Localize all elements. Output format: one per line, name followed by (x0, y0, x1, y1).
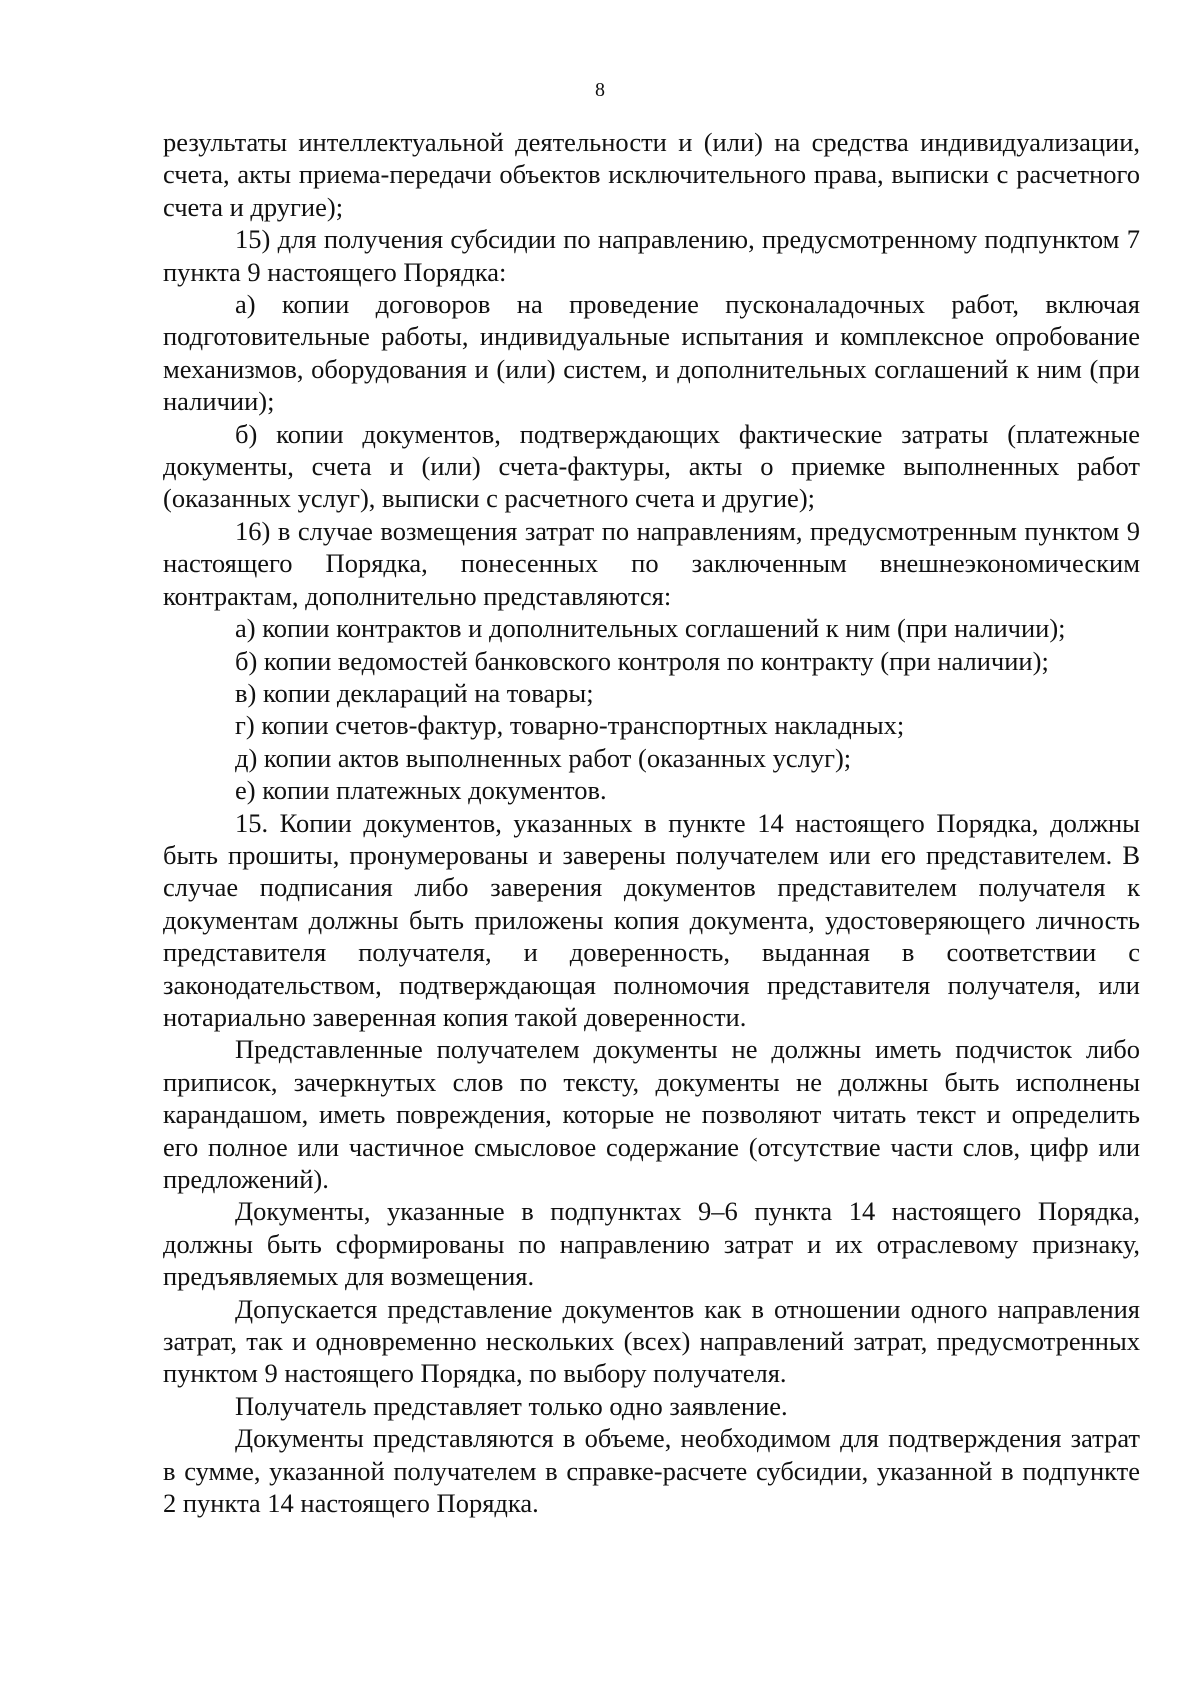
paragraph: Получатель представляет только одно заявление. (235, 1390, 788, 1421)
paragraph: 15. Копии документов, указанных в пункте 14 настоящего Порядка, должны быть прошиты, пронумерованы и заверены получателем или его представителем. В случае подписания либо заверения документов представителем получателя к документам должны быть приложены копия документа, удостоверяющего личность представителя получателя, и доверенность, выданная в соответствии с законодательством, подтверждающая полномочия представителя получателя, или нотариально заверенная копия такой доверенности. (163, 807, 1140, 1032)
paragraph: Документы представляются в объеме, необходимом для подтверждения затрат в сумме, указанной получателем в справке-расчете субсидии, указанной в подпункте 2 пункта 14 настоящего Порядка. (163, 1423, 1140, 1519)
paragraph: Документы, указанные в подпунктах 9–6 пункта 14 настоящего Порядка, должны быть сформированы по направлению затрат и их отраслевому признаку, предъявляемых для возмещения. (163, 1196, 1140, 1292)
list-item: б) копии ведомостей банковского контроля по контракту (при наличии); (235, 645, 1049, 676)
document-body (163, 126, 1140, 1519)
paragraph: 15) для получения субсидии по направлению, предусмотренному подпунктом 7 пункта 9 настоящего Порядка: (163, 224, 1140, 287)
paragraph: б) копии документов, подтверждающих фактические затраты (платежные документы, счета и (или) счета-фактуры, акты о приемке выполненных работ (оказанных услуг), выписки с расчетного счета и другие); (163, 418, 1140, 514)
page-number: 8 (595, 79, 605, 101)
paragraph: 16) в случае возмещения затрат по направлениям, предусмотренным пунктом 9 настоящего Порядка, понесенных по заключенным внешнеэкономическим контрактам, дополнительно представляются: (163, 515, 1140, 611)
list-item: г) копии счетов-фактур, товарно-транспортных накладных; (235, 710, 905, 741)
list-item: а) копии контрактов и дополнительных соглашений к ним (при наличии); (235, 613, 1066, 644)
paragraph: Допускается представление документов как в отношении одного направления затрат, так и одновременно нескольких (всех) направлений затрат, предусмотренных пунктом 9 настоящего Порядка, по выбору получателя. (163, 1293, 1140, 1389)
paragraph: а) копии договоров на проведение пусконаладочных работ, включая подготовительные работы, индивидуальные испытания и комплексное опробование механизмов, оборудования и (или) систем, и дополнительных соглашений к ним (при наличии); (163, 289, 1140, 417)
list-item: д) копии актов выполненных работ (оказанных услуг); (235, 742, 852, 773)
paragraph: Представленные получателем документы не должны иметь подчисток либо приписок, зачеркнутых слов по тексту, документы не должны быть исполнены карандашом, иметь повреждения, которые не позволяют читать текст и определить его полное или частичное смысловое содержание (отсутствие части слов, цифр или предложений). (163, 1034, 1140, 1194)
paragraph: результаты интеллектуальной деятельности и (или) на средства индивидуализации, счета, акты приема-передачи объектов исключительного права, выписки с расчетного счета и другие); (163, 127, 1140, 222)
list-item: в) копии деклараций на товары; (235, 677, 594, 708)
list-item: е) копии платежных документов. (235, 775, 607, 806)
